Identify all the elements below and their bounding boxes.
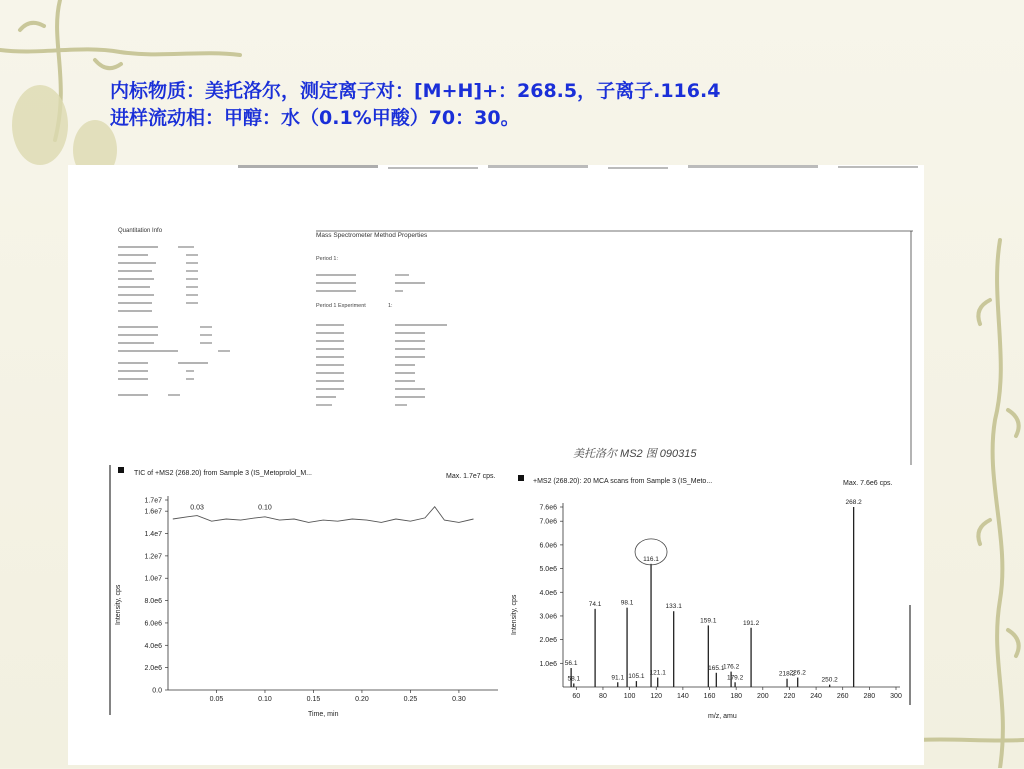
tic-y-tick-label: 2.0e6: [144, 665, 162, 673]
heading-line-1: 内标物质：美托洛尔，测定离子对：[M+H]+：268.5，子离子.116.4: [110, 80, 721, 102]
ms2-peak-label: 133.1: [665, 603, 682, 611]
ms2-peak-label: 191.2: [742, 619, 760, 627]
ms2-spectrum-chart: [511, 475, 902, 720]
ms2-y-tick-label: 2.0e6: [539, 637, 557, 645]
ms2-max-label: Max. 7.6e6 cps.: [843, 480, 893, 487]
tic-peak-annotation: 0.03: [190, 504, 204, 512]
tic-y-tick-label: 8.0e6: [144, 598, 162, 606]
period-label: Period 1:: [316, 256, 339, 262]
ms2-x-tick-label: 200: [756, 693, 769, 700]
ms2-x-tick-label: 300: [890, 693, 902, 700]
experiment-number: 1:: [388, 303, 393, 309]
ms2-x-tick-label: 180: [730, 693, 743, 700]
tic-y-tick-label: 1.7e7: [144, 497, 162, 505]
experiment-label: Period 1 Experiment: [316, 303, 366, 309]
ms2-y-tick-label: 7.0e6: [539, 518, 557, 526]
ms2-title: +MS2 (268.20): 20 MCA scans from Sample 3 (IS_Meto...: [533, 478, 713, 485]
tic-x-axis-label: Time, min: [308, 711, 339, 718]
ms2-y-tick-label: 5.0e6: [539, 566, 557, 574]
ms2-peak-label: 98.1: [620, 599, 634, 607]
ms2-peak-label: 218.2: [778, 670, 796, 678]
tic-y-tick-label: 1.2e7: [144, 553, 162, 561]
ms2-x-ticks: [572, 687, 902, 700]
ms2-y-ticks: [539, 505, 563, 668]
tic-x-tick-label: 0.15: [306, 696, 321, 703]
tic-x-tick-label: 0.25: [403, 696, 418, 703]
tic-x-tick-label: 0.05: [209, 696, 224, 703]
tic-y-tick-label: 6.0e6: [144, 620, 162, 628]
handwritten-note: 美托洛尔 MS2 图 090315: [573, 448, 697, 460]
ms2-x-tick-label: 260: [836, 693, 849, 700]
tic-max-label: Max. 1.7e7 cps.: [446, 473, 496, 480]
ms2-peak-label: 159.1: [700, 617, 717, 625]
ms2-x-tick-label: 60: [572, 693, 581, 700]
tic-series-line: [173, 507, 474, 523]
heading-line-2: 进样流动相：甲醇：水（0.1%甲酸）70：30。: [110, 107, 520, 129]
ms2-y-tick-label: 4.0e6: [539, 589, 557, 597]
ms2-peak-label: 91.1: [611, 674, 625, 682]
ms2-x-tick-label: 240: [810, 693, 822, 700]
tic-y-tick-label: 1.6e7: [144, 508, 162, 516]
quantitation-header: Quantitation Info: [118, 228, 163, 234]
ms2-legend-marker: [518, 475, 524, 481]
ms2-x-axis-label: m/z, amu: [708, 713, 737, 720]
ms2-y-tick-label: 3.0e6: [539, 613, 557, 621]
ms2-peak-label: 116.1: [643, 555, 659, 563]
ms2-y-tick-label: 7.6e6: [539, 504, 557, 512]
ms2-peak-label: 105.1: [628, 673, 645, 681]
scanned-document: [68, 165, 924, 765]
ms-method-header: Mass Spectrometer Method Properties: [316, 232, 428, 239]
ms2-x-tick-label: 120: [650, 693, 663, 700]
tic-y-ticks: [144, 498, 168, 695]
tic-x-tick-label: 0.10: [258, 696, 272, 703]
ms2-peak-label: 179.2: [726, 674, 744, 682]
ms2-peaks: [565, 499, 862, 687]
ms2-x-tick-label: 280: [863, 693, 876, 700]
tic-y-tick-label: 1.0e7: [144, 575, 162, 583]
tic-x-tick-label: 0.30: [452, 696, 466, 703]
ms2-x-tick-label: 100: [623, 693, 636, 700]
tic-x-ticks: [210, 690, 466, 703]
ms2-x-tick-label: 80: [599, 693, 607, 700]
tic-legend-marker: [118, 467, 124, 473]
ms2-y-tick-label: 6.0e6: [539, 542, 557, 550]
ms2-y-tick-label: 1.0e6: [539, 660, 557, 668]
ms2-peak-label: 165.1: [708, 664, 725, 672]
ms2-peak-label: 56.1: [564, 660, 578, 668]
ms2-peak-label: 74.1: [588, 600, 602, 608]
ms2-peak-label: 268.2: [845, 499, 862, 506]
ms2-axes: [563, 503, 900, 687]
ms2-x-tick-label: 140: [677, 693, 689, 700]
tic-axes: [168, 496, 498, 690]
tic-y-axis-label: Intensity, cps: [115, 584, 122, 625]
ms2-peak-label: 176.2: [722, 663, 740, 671]
tic-y-tick-label: 0.0: [152, 687, 162, 695]
ms2-peak-label: 121.1: [649, 669, 666, 677]
faint-parameter-lines: [118, 247, 447, 405]
ms2-peak-label: 226.2: [789, 669, 806, 677]
tic-x-tick-label: 0.20: [355, 696, 369, 703]
ms2-peak-label: 58.1: [567, 675, 581, 683]
ms2-y-axis-label: Intensity, cps: [511, 594, 518, 635]
tic-y-tick-label: 4.0e6: [144, 642, 162, 650]
tic-peak-annotation: 0.10: [258, 504, 272, 512]
tic-annotations: [190, 504, 272, 511]
tic-title: TIC of +MS2 (268.20) from Sample 3 (IS_Metoprolol_M...: [134, 470, 312, 477]
ms2-x-tick-label: 160: [703, 693, 716, 700]
tic-chart: [115, 467, 498, 718]
slide-heading: [110, 78, 930, 132]
ms2-x-tick-label: 220: [783, 693, 796, 700]
tic-y-tick-label: 1.4e7: [144, 531, 162, 539]
document-svg: [68, 165, 924, 765]
ms2-peak-label: 250.2: [821, 676, 838, 684]
scan-noise: [238, 165, 918, 169]
